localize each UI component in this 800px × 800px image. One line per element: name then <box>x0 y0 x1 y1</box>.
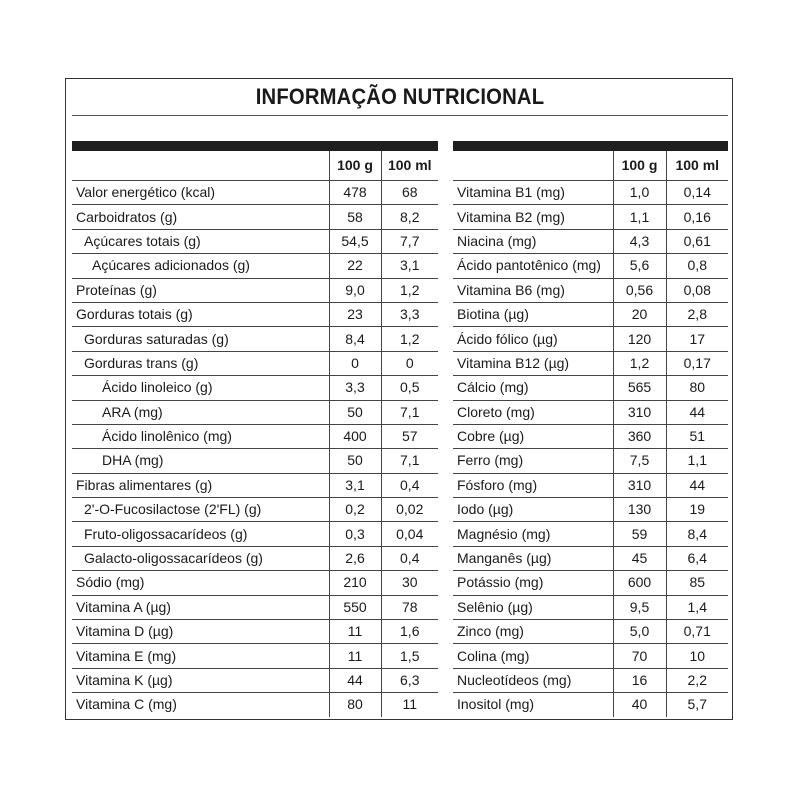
table-row <box>453 424 728 448</box>
nutrient-name: Fósforo (mg) <box>453 473 613 497</box>
value-100ml: 0,61 <box>666 229 728 253</box>
nutrient-name: Açúcares totais (g) <box>72 229 329 253</box>
nutrient-name: Valor energético (kcal) <box>72 181 329 205</box>
value-100ml: 0,5 <box>381 376 438 400</box>
table-row <box>453 302 728 326</box>
value-100ml: 19 <box>666 498 728 522</box>
value-100ml: 68 <box>381 181 438 205</box>
nutrient-name: DHA (mg) <box>72 449 329 473</box>
table-row <box>72 546 438 570</box>
table-row <box>72 449 438 473</box>
table-header-row <box>72 151 438 181</box>
table-row <box>72 693 438 717</box>
nutrient-name: Fibras alimentares (g) <box>72 473 329 497</box>
value-100g: 310 <box>613 473 666 497</box>
value-100g: 50 <box>329 400 381 424</box>
table-row <box>453 376 728 400</box>
value-100ml: 44 <box>666 400 728 424</box>
value-100g: 23 <box>329 302 381 326</box>
nutrient-name: Vitamina B2 (mg) <box>453 205 613 229</box>
nutrient-name: Vitamina B12 (µg) <box>453 351 613 375</box>
value-100ml: 2,8 <box>666 302 728 326</box>
value-100g: 0,56 <box>613 278 666 302</box>
nutrient-name: ARA (mg) <box>72 400 329 424</box>
value-100ml: 10 <box>666 644 728 668</box>
table-row <box>453 400 728 424</box>
value-100g: 4,3 <box>613 229 666 253</box>
table-row <box>453 571 728 595</box>
table-row <box>453 595 728 619</box>
nutrient-name: Carboidratos (g) <box>72 205 329 229</box>
table-row <box>72 473 438 497</box>
table-row <box>453 351 728 375</box>
table-row <box>72 302 438 326</box>
value-100g: 16 <box>613 668 666 692</box>
nutrient-name: Ácido linoleico (g) <box>72 376 329 400</box>
nutrient-name: Vitamina A (µg) <box>72 595 329 619</box>
value-100ml: 0 <box>381 351 438 375</box>
table-row <box>72 595 438 619</box>
value-100g: 11 <box>329 644 381 668</box>
value-100ml: 57 <box>381 424 438 448</box>
table-header-row <box>453 151 728 181</box>
nutrient-name: Ácido pantotênico (mg) <box>453 254 613 278</box>
value-100ml: 6,3 <box>381 668 438 692</box>
value-100g: 9,5 <box>613 595 666 619</box>
nutrient-name: Cálcio (mg) <box>453 376 613 400</box>
value-100g: 550 <box>329 595 381 619</box>
table-row <box>453 254 728 278</box>
table-row <box>453 449 728 473</box>
nutrient-name: Gorduras totais (g) <box>72 302 329 326</box>
value-100g: 120 <box>613 327 666 351</box>
value-100ml: 0,08 <box>666 278 728 302</box>
table-row <box>453 644 728 668</box>
value-100g: 80 <box>329 693 381 717</box>
table-row <box>453 693 728 717</box>
value-100ml: 8,4 <box>666 522 728 546</box>
value-100ml: 3,3 <box>381 302 438 326</box>
nutrition-table-right <box>453 141 728 717</box>
value-100ml: 8,2 <box>381 205 438 229</box>
nutrient-name: Potássio (mg) <box>453 571 613 595</box>
value-100ml: 1,6 <box>381 620 438 644</box>
table-row <box>453 522 728 546</box>
table-header-bar <box>453 141 728 151</box>
nutrient-name: Galacto-oligossacarídeos (g) <box>72 546 329 570</box>
table-row <box>72 498 438 522</box>
table-row <box>72 522 438 546</box>
value-100ml: 0,4 <box>381 546 438 570</box>
nutrient-name: Vitamina C (mg) <box>72 693 329 717</box>
nutrient-name: Selênio (µg) <box>453 595 613 619</box>
value-100ml: 1,2 <box>381 278 438 302</box>
nutrient-name: Manganês (µg) <box>453 546 613 570</box>
value-100g: 40 <box>613 693 666 717</box>
value-100g: 8,4 <box>329 327 381 351</box>
value-100ml: 5,7 <box>666 693 728 717</box>
value-100g: 50 <box>329 449 381 473</box>
value-100g: 45 <box>613 546 666 570</box>
value-100ml: 7,7 <box>381 229 438 253</box>
value-100ml: 0,4 <box>381 473 438 497</box>
table-row <box>453 278 728 302</box>
nutrient-name: Gorduras trans (g) <box>72 351 329 375</box>
value-100g: 565 <box>613 376 666 400</box>
header-name-cell <box>453 151 613 181</box>
table-row <box>453 327 728 351</box>
nutrient-name: Vitamina E (mg) <box>72 644 329 668</box>
header-100g: 100 g <box>329 151 381 181</box>
table-row <box>72 400 438 424</box>
table-row <box>72 351 438 375</box>
nutrient-name: Ácido linolênico (mg) <box>72 424 329 448</box>
nutrient-name: Ácido fólico (µg) <box>453 327 613 351</box>
value-100g: 360 <box>613 424 666 448</box>
value-100g: 5,6 <box>613 254 666 278</box>
table-row <box>72 376 438 400</box>
nutrient-name: Cloreto (mg) <box>453 400 613 424</box>
nutrient-name: Vitamina K (µg) <box>72 668 329 692</box>
value-100ml: 0,14 <box>666 181 728 205</box>
value-100g: 600 <box>613 571 666 595</box>
value-100g: 0 <box>329 351 381 375</box>
value-100g: 3,1 <box>329 473 381 497</box>
nutrient-name: Vitamina B1 (mg) <box>453 181 613 205</box>
value-100g: 11 <box>329 620 381 644</box>
value-100ml: 30 <box>381 571 438 595</box>
nutrient-name: Magnésio (mg) <box>453 522 613 546</box>
value-100g: 59 <box>613 522 666 546</box>
table-row <box>72 644 438 668</box>
value-100ml: 85 <box>666 571 728 595</box>
value-100ml: 2,2 <box>666 668 728 692</box>
table-row <box>453 229 728 253</box>
value-100g: 400 <box>329 424 381 448</box>
value-100g: 210 <box>329 571 381 595</box>
value-100ml: 1,2 <box>381 327 438 351</box>
table-row <box>453 668 728 692</box>
value-100g: 9,0 <box>329 278 381 302</box>
value-100ml: 1,1 <box>666 449 728 473</box>
table-row <box>453 620 728 644</box>
value-100g: 478 <box>329 181 381 205</box>
value-100ml: 7,1 <box>381 400 438 424</box>
nutrient-name: Iodo (µg) <box>453 498 613 522</box>
value-100ml: 0,17 <box>666 351 728 375</box>
table-row <box>72 205 438 229</box>
value-100ml: 78 <box>381 595 438 619</box>
table-row <box>72 424 438 448</box>
value-100g: 70 <box>613 644 666 668</box>
header-100g: 100 g <box>613 151 666 181</box>
value-100g: 0,3 <box>329 522 381 546</box>
nutrient-name: Niacina (mg) <box>453 229 613 253</box>
table-row <box>72 278 438 302</box>
value-100ml: 44 <box>666 473 728 497</box>
value-100g: 20 <box>613 302 666 326</box>
value-100g: 130 <box>613 498 666 522</box>
value-100g: 7,5 <box>613 449 666 473</box>
value-100ml: 0,16 <box>666 205 728 229</box>
value-100g: 5,0 <box>613 620 666 644</box>
value-100g: 54,5 <box>329 229 381 253</box>
nutrient-name: Biotina (µg) <box>453 302 613 326</box>
title-divider <box>72 115 728 116</box>
value-100ml: 0,71 <box>666 620 728 644</box>
header-100ml: 100 ml <box>381 151 438 181</box>
table-row <box>72 571 438 595</box>
table-row <box>72 327 438 351</box>
value-100g: 2,6 <box>329 546 381 570</box>
table-row <box>453 205 728 229</box>
value-100g: 22 <box>329 254 381 278</box>
page-title: INFORMAÇÃO NUTRICIONAL <box>255 84 545 109</box>
nutrient-name: Ferro (mg) <box>453 449 613 473</box>
value-100ml: 0,04 <box>381 522 438 546</box>
value-100g: 0,2 <box>329 498 381 522</box>
value-100ml: 1,5 <box>381 644 438 668</box>
nutrient-name: Sódio (mg) <box>72 571 329 595</box>
table-row <box>72 229 438 253</box>
value-100g: 44 <box>329 668 381 692</box>
nutrient-name: Zinco (mg) <box>453 620 613 644</box>
header-100ml: 100 ml <box>666 151 728 181</box>
table-row <box>72 254 438 278</box>
nutrition-table-left <box>72 141 438 717</box>
table-row <box>453 473 728 497</box>
nutrient-name: Vitamina B6 (mg) <box>453 278 613 302</box>
table-row <box>72 181 438 205</box>
table-row <box>453 546 728 570</box>
nutrient-name: Vitamina D (µg) <box>72 620 329 644</box>
table-row <box>72 668 438 692</box>
nutrient-name: Nucleotídeos (mg) <box>453 668 613 692</box>
nutrient-name: Proteínas (g) <box>72 278 329 302</box>
nutrient-name: Colina (mg) <box>453 644 613 668</box>
header-name-cell <box>72 151 329 181</box>
value-100ml: 6,4 <box>666 546 728 570</box>
nutrient-name: Fruto-oligossacarídeos (g) <box>72 522 329 546</box>
table-row <box>453 181 728 205</box>
value-100ml: 80 <box>666 376 728 400</box>
value-100g: 1,1 <box>613 205 666 229</box>
nutrient-name: Gorduras saturadas (g) <box>72 327 329 351</box>
nutrient-name: Cobre (µg) <box>453 424 613 448</box>
value-100ml: 17 <box>666 327 728 351</box>
value-100ml: 11 <box>381 693 438 717</box>
value-100ml: 7,1 <box>381 449 438 473</box>
value-100ml: 51 <box>666 424 728 448</box>
table-row <box>72 620 438 644</box>
value-100g: 1,0 <box>613 181 666 205</box>
value-100g: 310 <box>613 400 666 424</box>
nutrient-name: Inositol (mg) <box>453 693 613 717</box>
value-100g: 58 <box>329 205 381 229</box>
table-header-bar <box>72 141 438 151</box>
value-100ml: 1,4 <box>666 595 728 619</box>
table-row <box>453 498 728 522</box>
value-100ml: 3,1 <box>381 254 438 278</box>
value-100ml: 0,8 <box>666 254 728 278</box>
value-100ml: 0,02 <box>381 498 438 522</box>
value-100g: 3,3 <box>329 376 381 400</box>
nutrient-name: Açúcares adicionados (g) <box>72 254 329 278</box>
value-100g: 1,2 <box>613 351 666 375</box>
nutrient-name: 2'-O-Fucosilactose (2'FL) (g) <box>72 498 329 522</box>
